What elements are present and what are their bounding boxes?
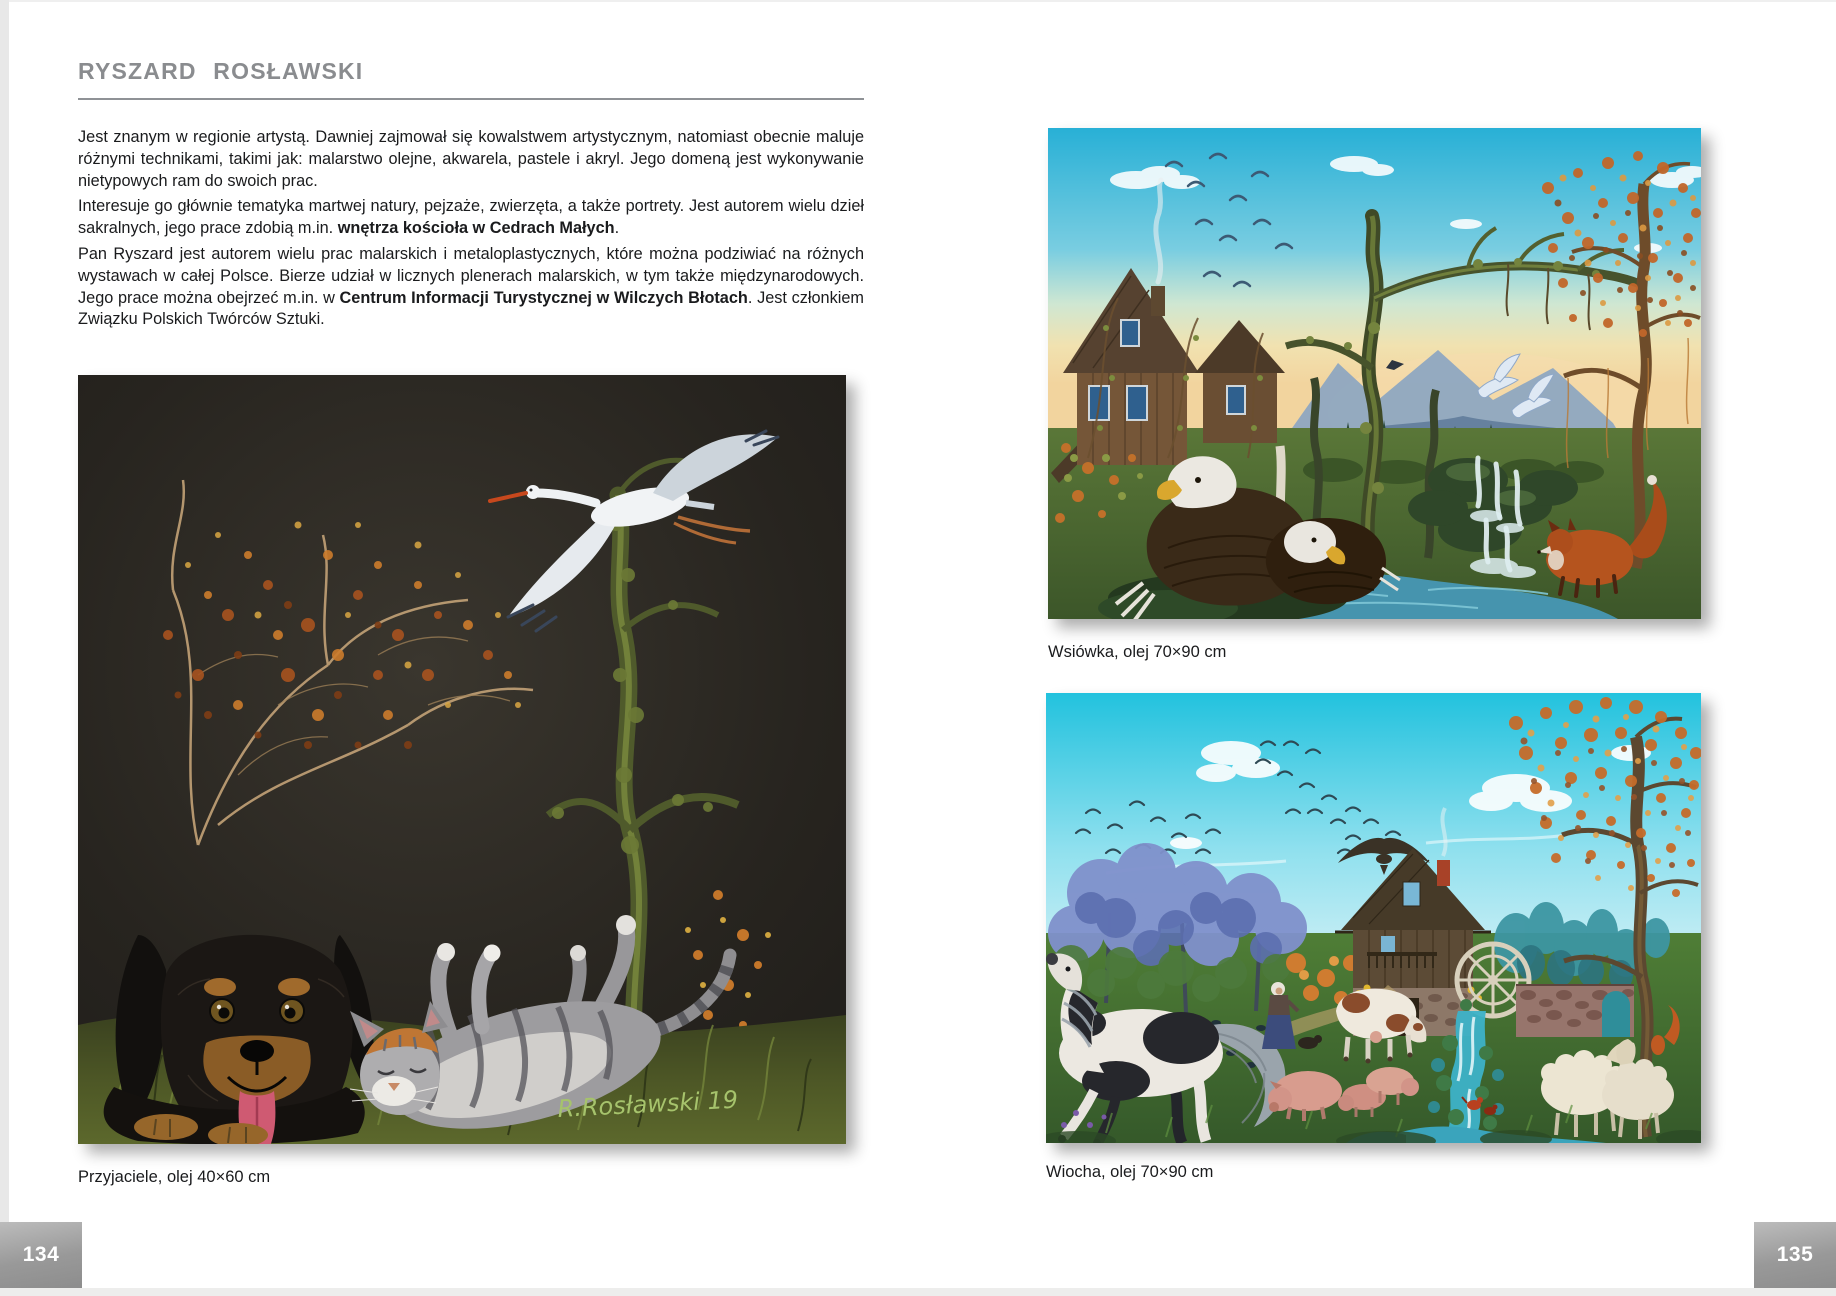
bio-paragraph-2: [78, 196, 864, 240]
page-edge-top: [0, 0, 1836, 2]
bio-bold-segment: Centrum Informacji Turystycznej w Wilczych Błotach: [339, 288, 748, 307]
caption-przyjaciele: Przyjaciele, olej 40×60 cm: [78, 1168, 271, 1186]
painting-wsiowka-illustration: [1048, 128, 1701, 619]
bio-paragraph-1: [78, 127, 864, 192]
painting-przyjaciele-illustration: [78, 375, 846, 1144]
artist-name-heading: RYSZARD ROSŁAWSKI: [78, 58, 364, 84]
bio-text-segment: Jest znanym w regionie artystą. Dawniej zajmował się kowalstwem artystycznym, natomiast obecnie maluje różnymi technikami, takimi jak: malarstwo olejne, akwarela, pastele i akryl. Jego domeną jest wykonywanie nietypowych ram do swoich prac.: [78, 128, 864, 190]
artist-signature: R.Rosławski 19: [556, 1085, 739, 1123]
bio-text-segment: Interesuje go głównie tematyka martwej natury, pejzaże, zwierzęta, a także portrety. Jest autorem wielu dzieł sakralnych, jego prace zdobią m.in.: [78, 197, 864, 238]
dog-figure: [104, 935, 374, 1144]
page-edge-left: [0, 0, 9, 1296]
page-edge-bottom: [0, 1288, 1836, 1296]
bio-bold-segment: wnętrza kościoła w Cedrach Małych: [337, 219, 615, 238]
painting-przyjaciele: [78, 375, 846, 1144]
bio-text-segment: Pan Ryszard jest autorem wielu prac malarskich i metaloplastycznych, które można podziwiać na różnych wystawach w całej Polsce. Bierze udział w licznych plenerach malarskich, w tym także międzynarodowych. Jego prace można obejrzeć m.in. w: [78, 244, 864, 307]
artist-bio: [78, 127, 864, 335]
bio-paragraph-3: [78, 244, 864, 331]
heading-rule: [78, 98, 864, 100]
painting-wiocha-illustration: [1046, 693, 1701, 1143]
bio-text-segment: .: [614, 219, 620, 238]
painting-wsiowka: [1048, 128, 1701, 619]
page-number-135: [1754, 1222, 1836, 1288]
eagle-body: [1376, 854, 1392, 864]
caption-wiocha: Wiocha, olej 70×90 cm: [1046, 1163, 1214, 1181]
page-number-label: 135: [1776, 1243, 1814, 1266]
page-number-134: [0, 1222, 82, 1288]
stone-wall: [1516, 985, 1634, 1037]
painting-wiocha: [1046, 693, 1701, 1143]
caption-wsiowka: Wsiówka, olej 70×90 cm: [1048, 643, 1227, 661]
bio-text-segment: . Jest członkiem Związku Polskich Twórców Sztuki.: [78, 288, 864, 329]
page-number-label: 134: [22, 1243, 60, 1266]
